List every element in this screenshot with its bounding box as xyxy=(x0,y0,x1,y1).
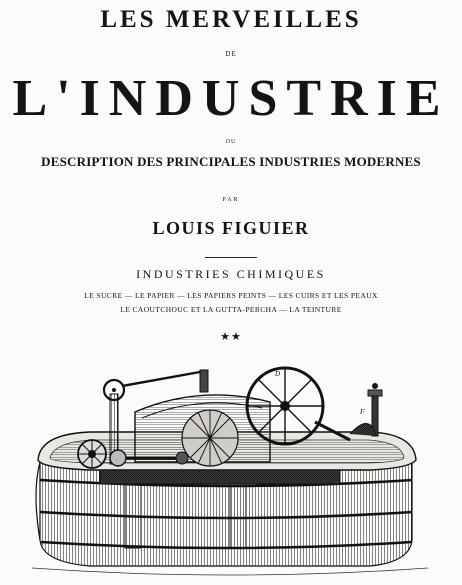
volume-mark: ★★ xyxy=(220,331,242,343)
divider-rule xyxy=(205,257,257,258)
author-name: LOUIS FIGUIER xyxy=(152,218,310,238)
conjunction-ou: OU xyxy=(225,139,237,145)
subtitle: DESCRIPTION DES PRINCIPALES INDUSTRIES MODERNES xyxy=(41,154,421,169)
heading-line1: LES MERVEILLES xyxy=(100,6,362,33)
contents-line-1: LE SUCRE — LE PAPIER — LES PAPIERS PEINTS — LES CUIRS ET LES PEAUX xyxy=(84,291,378,300)
svg-text:F: F xyxy=(360,408,365,416)
heading-main: L'INDUSTRIE xyxy=(12,70,450,127)
contents-line-2: LE CAOUTCHOUC ET LA GUTTA-PERCHA — LA TEINTURE xyxy=(120,305,342,314)
machine-engraving xyxy=(30,362,432,582)
section-title: INDUSTRIES CHIMIQUES xyxy=(136,267,326,281)
heading-de: DE xyxy=(225,50,237,58)
svg-text:D: D xyxy=(275,370,281,378)
par-label: PAR xyxy=(222,197,240,203)
